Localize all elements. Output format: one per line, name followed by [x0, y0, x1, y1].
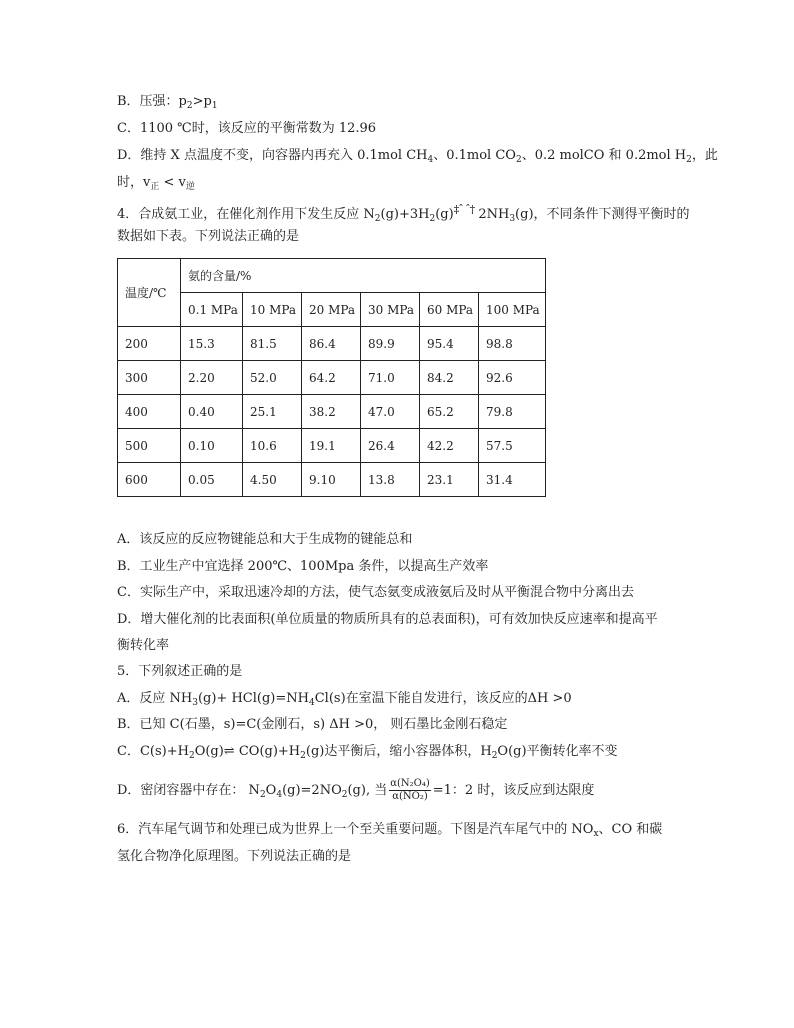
table-pressure-row [118, 293, 546, 327]
value-cell: 0.40 [181, 395, 243, 429]
pressure-header: 100 MPa [479, 293, 546, 327]
pressure-header: 60 MPa [420, 293, 479, 327]
q3-option-b: B．压强：$p_2>p_1$ [117, 94, 218, 111]
value-cell: 25.1 [243, 395, 302, 429]
q6-stem-line2: 氢化合物净化原理图。下列说法正确的是 [117, 849, 352, 864]
table-row [118, 463, 546, 497]
table-row [118, 327, 546, 361]
value-cell: 52.0 [243, 361, 302, 395]
temp-cell: 200 [118, 327, 181, 361]
q4-option-c: C．实际生产中，采取迅速冷却的方法，使气态氨变成液氨后及时从平衡混合物中分离出去 [117, 585, 634, 600]
q4-option-d-line2: 衡转化率 [117, 638, 170, 653]
value-cell: 92.6 [479, 361, 546, 395]
table-row [118, 395, 546, 429]
q3-option-d-line2: 时，$v_正 < v_逆$ [117, 175, 195, 192]
value-cell: 0.05 [181, 463, 243, 497]
q3-option-d-line1: D．维持 X 点温度不变，向容器内再充入 0.1mol $CH_4$、0.1mol $CO_2$、0.2 molCO 和 0.2mol $H_2$，此 [117, 148, 718, 165]
q4-option-b: B．工业生产中宜选择 200℃、100Mpa 条件，以提高生产效率 [117, 559, 489, 574]
value-cell: 23.1 [420, 463, 479, 497]
pressure-header: 0.1 MPa [181, 293, 243, 327]
ammonia-content-table [117, 258, 546, 497]
pressure-header: 30 MPa [361, 293, 420, 327]
q4-stem-line1: 4．合成氨工业，在催化剂作用下发生反应 $N_2(g)+3H_2(g)\ddagger ˆ$ ˆ† $2NH_3(g)$，不同条件下测得平衡时的 [117, 200, 690, 229]
q5-option-b: B．已知 C(石墨，s)=C(金刚石，s) ΔH >0， 则石墨比金刚石稳定 [117, 717, 508, 732]
table-corner-header: 温度/℃ [118, 259, 181, 327]
q6-stem-line1: 6．汽车尾气调节和处理已成为世界上一个至关重要问题。下图是汽车尾气中的 $NO_x$、CO 和碳 [117, 822, 663, 839]
table-group-header: 氨的含量/% [181, 259, 546, 293]
pressure-header: 10 MPa [243, 293, 302, 327]
value-cell: 31.4 [479, 463, 546, 497]
value-cell: 0.10 [181, 429, 243, 463]
value-cell: 9.10 [302, 463, 361, 497]
value-cell: 98.8 [479, 327, 546, 361]
value-cell: 15.3 [181, 327, 243, 361]
ratio-fraction: $\frac{\text{α(N₂O₄)}}{\text{α(NO₂)}}$ [390, 778, 430, 802]
value-cell: 19.1 [302, 429, 361, 463]
temp-cell: 300 [118, 361, 181, 395]
value-cell: 84.2 [420, 361, 479, 395]
pressure-header: 20 MPa [302, 293, 361, 327]
q5-option-a: A．反应 $NH_3(g)+ HCl(g)=NH_4Cl(s)$在室温下能自发进行，该反应的ΔH >0 [117, 691, 572, 708]
value-cell: 26.4 [361, 429, 420, 463]
value-cell: 86.4 [302, 327, 361, 361]
value-cell: 13.8 [361, 463, 420, 497]
value-cell: 71.0 [361, 361, 420, 395]
q4-option-a: A．该反应的反应物键能总和大于生成物的键能总和 [117, 532, 413, 547]
q3-option-c: C．1100 ℃时，该反应的平衡常数为 12.96 [117, 121, 377, 136]
value-cell: 4.50 [243, 463, 302, 497]
value-cell: 95.4 [420, 327, 479, 361]
table-row [118, 429, 546, 463]
value-cell: 57.5 [479, 429, 546, 463]
value-cell: 81.5 [243, 327, 302, 361]
temp-cell: 400 [118, 395, 181, 429]
temp-cell: 500 [118, 429, 181, 463]
value-cell: 65.2 [420, 395, 479, 429]
value-cell: 10.6 [243, 429, 302, 463]
temp-cell: 600 [118, 463, 181, 497]
value-cell: 38.2 [302, 395, 361, 429]
q4-stem-line2: 数据如下表。下列说法正确的是 [117, 229, 300, 244]
value-cell: 42.2 [420, 429, 479, 463]
value-cell: 79.8 [479, 395, 546, 429]
value-cell: 89.9 [361, 327, 420, 361]
q5-option-c: C．$C(s)+H_2O(g)\rightleftharpoons$ $CO(g)+H_2(g)$达平衡后，缩小容器体积，$H_2O(g)$平衡转化率不变 [117, 744, 618, 761]
q5-stem: 5．下列叙述正确的是 [117, 664, 243, 679]
value-cell: 64.2 [302, 361, 361, 395]
value-cell: 47.0 [361, 395, 420, 429]
q5-option-d: D．密闭容器中存在： $N_2O_4(g)=2NO_2(g)$, 当 $\frac{\text{α(N₂O₄)}}{\text{α(NO₂)}}$ =1：2 时，该反应到达限度 [117, 778, 595, 802]
reversible-arrow: ‡ˆ ˆ† [453, 203, 475, 216]
q4-option-d-line1: D．增大催化剂的比表面积(单位质量的物质所具有的总表面积)，可有效加快反应速率和提高平 [117, 612, 658, 627]
value-cell: 2.20 [181, 361, 243, 395]
table-row [118, 361, 546, 395]
